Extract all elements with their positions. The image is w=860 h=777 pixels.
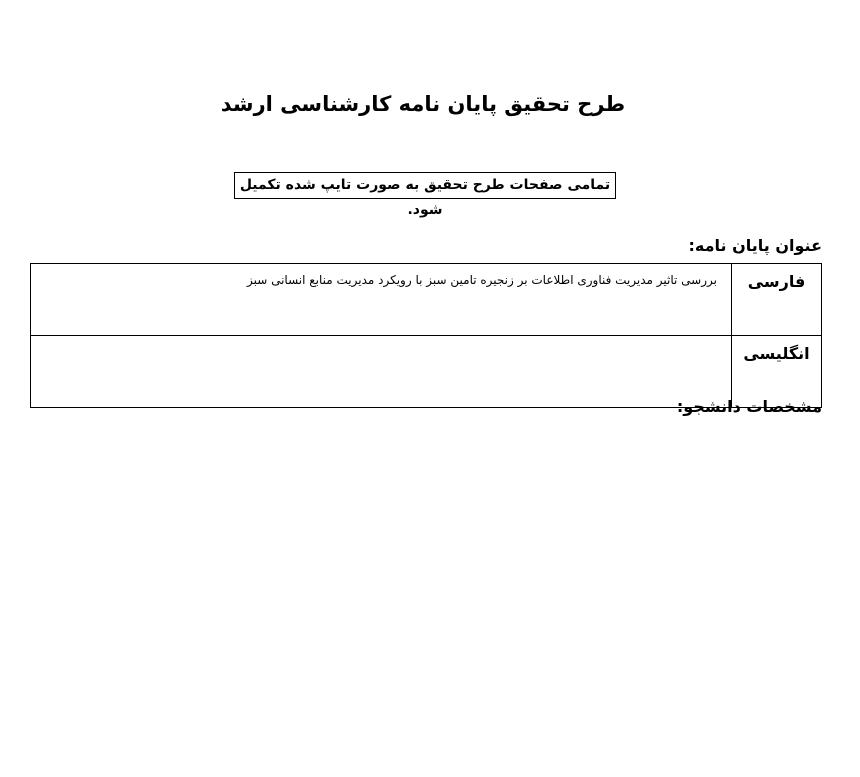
thesis-title-label: عنوان پایان نامه: <box>688 236 822 255</box>
thesis-title-table <box>30 263 822 408</box>
table-row <box>31 264 822 336</box>
page-title: طرح تحقیق پایان نامه کارشناسی ارشد <box>220 92 626 116</box>
persian-label: فارسی <box>747 272 806 291</box>
persian-label-cell <box>732 264 822 336</box>
persian-title-field[interactable] <box>31 264 732 336</box>
persian-title-text: بررسی تاثیر مدیریت فناوری اطلاعات بر زنجیره تامین سبز با رویکرد مدیریت منابع انسانی سبز <box>246 273 717 287</box>
english-label: انگلیسی <box>743 344 810 363</box>
student-info-label: مشخصات دانشجو: <box>676 397 822 416</box>
typing-notice-box: تمامی صفحات طرح تحقیق به صورت تایپ شده تکمیل شود. <box>234 172 616 199</box>
english-title-field[interactable] <box>31 336 732 408</box>
